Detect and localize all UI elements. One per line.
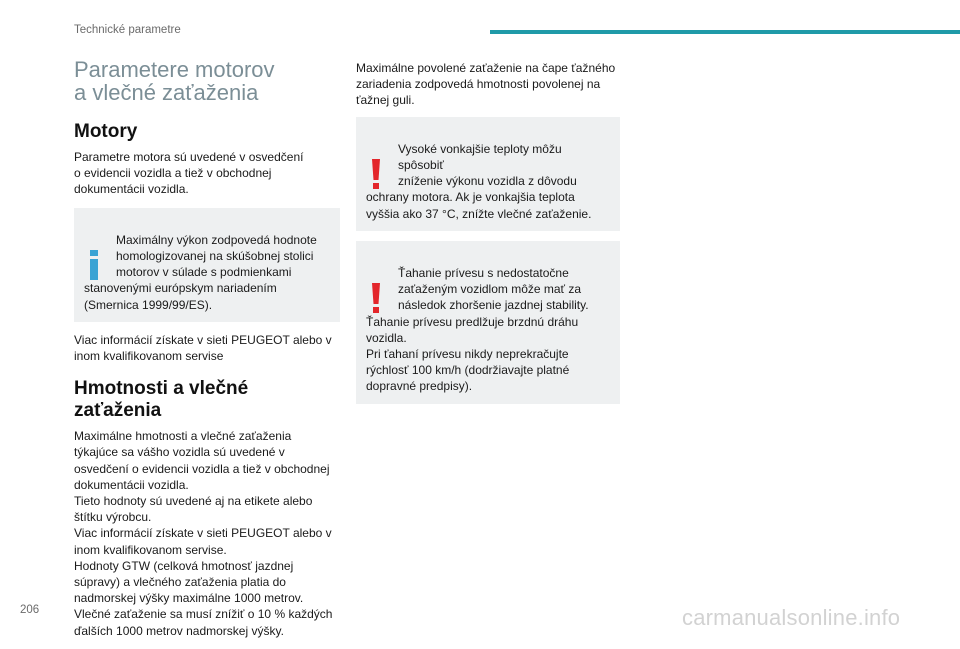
info-icon	[84, 233, 104, 265]
warning-note-trailer	[356, 241, 620, 404]
right-column	[356, 60, 620, 414]
warning-icon	[366, 266, 386, 298]
warning-icon	[366, 142, 386, 174]
info-note-text: Maximálny výkon zodpovedá hodnote homologizovanej na skúšobnej stolici motorov v súlade s podmienkami stanovenými európskym nariadením (Smernica 1999/99/ES).	[84, 232, 317, 312]
weights-heading: Hmotnosti a vlečné zaťaženia	[74, 378, 249, 422]
engines-heading: Motory	[74, 121, 138, 142]
page-title: Parametere motorov a vlečné zaťaženia	[74, 57, 275, 105]
engines-more-info: Viac informácií získate v sieti PEUGEOT alebo v inom kvalifikovanom servise	[74, 332, 332, 364]
weights-body: Maximálne hmotnosti a vlečné zaťaženia týkajúce sa vášho vozidla sú uvedené v osvedčení o evidencii vozidla a tiež v obchodnej dokumentácii vozidla. Tieto hodnoty sú uvedené aj na etikete alebo štítku výrobcu. Viac informácií získate v sieti PEUGEOT alebo v inom kvalifikovanom servise. Hodnoty GTW (celková hmotnosť jazdnej súpravy) a vlečného zaťaženia platia do nadmorskej výšky maximálne 1000 metrov. Vlečné zaťaženie sa musí znížiť o 10 % každých ďalších 1000 metrov nadmorskej výšky.	[74, 429, 333, 638]
page-number: 206	[20, 604, 40, 616]
warning-text-temperature: Vysoké vonkajšie teploty môžu spôsobiť zníženie výkonu vozidla z dôvodu ochrany motora. Ak je vonkajšia teplota vyššia ako 37 °C, znížte vlečné zaťaženie.	[366, 141, 592, 221]
towbar-text: Maximálne povolené zaťaženie na čape ťažného zariadenia zodpovedá hmotnosti povolenej na ťažnej guli.	[356, 61, 616, 108]
info-note	[74, 208, 340, 322]
running-header: Technické parametre	[74, 24, 181, 36]
warning-note-temperature	[356, 117, 620, 231]
warning-text-trailer: Ťahanie prívesu s nedostatočne zaťaženým vozidlom môže mať za následok zhoršenie jazdnej stability. Ťahanie prívesu predlžuje brzdnú dráhu vozidla. Pri ťahaní prívesu nikdy neprekračujte rýchlosť 100 km/h (dodržiavajte platné dopravné predpisy).	[366, 266, 589, 394]
engines-intro: Parametre motora sú uvedené v osvedčení o evidencii vozidla a tiež v obchodnej dokumentácii vozidla.	[74, 150, 304, 197]
left-column	[74, 58, 340, 649]
header-accent-bar	[490, 30, 960, 34]
watermark: carmanualsonline.info	[682, 605, 901, 630]
